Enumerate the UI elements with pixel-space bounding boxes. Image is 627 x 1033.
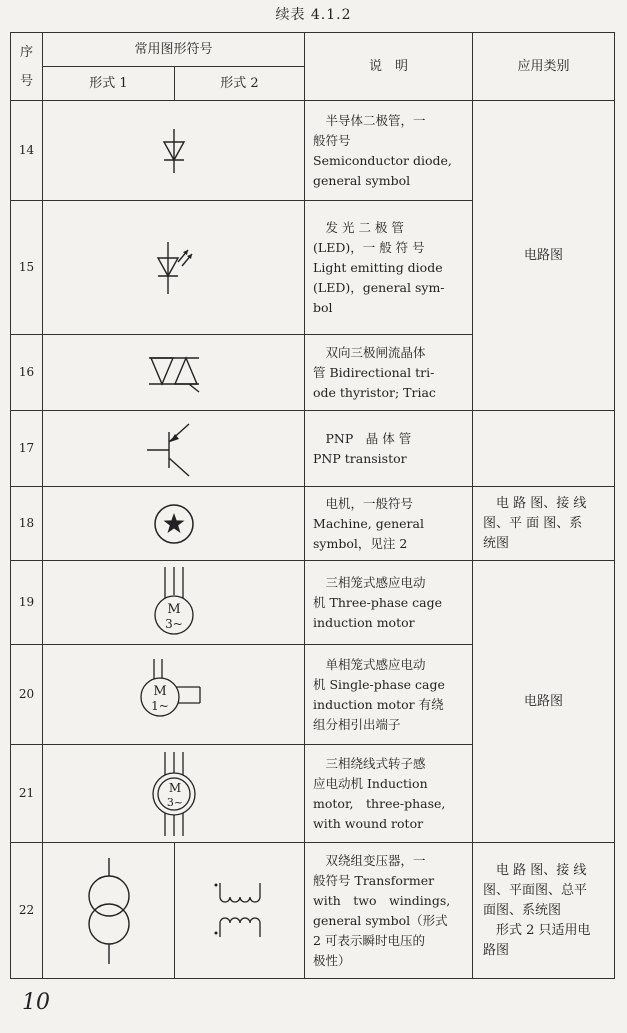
row-number: 22	[11, 843, 43, 979]
page-number: 10	[22, 990, 50, 1015]
svg-text:M: M	[166, 601, 181, 617]
svg-text:3~: 3~	[166, 795, 183, 809]
description-cell: 电机，一般符号 Machine, general symbol，见注 2	[305, 487, 473, 561]
symbol-cell	[43, 335, 305, 411]
description-cell: 双向三极闸流晶体 管 Bidirectional tri- ode thyristor; Triac	[305, 335, 473, 411]
row-number: 16	[11, 335, 43, 411]
row-number: 20	[11, 645, 43, 745]
application-cell: 电路图	[473, 101, 615, 411]
symbol-cell	[43, 411, 305, 487]
symbol-cell	[43, 101, 305, 201]
row-number: 17	[11, 411, 43, 487]
application-cell: 电 路 图、接 线 图、平面图、总平 面图、系统图 形式 2 只适用电 路图	[473, 843, 615, 979]
header-symbol-group: 常用图形符号	[43, 33, 305, 67]
three-phase-motor-icon	[144, 565, 204, 641]
triac-icon	[139, 350, 209, 396]
symbol-table	[10, 32, 615, 979]
row-number: 14	[11, 101, 43, 201]
symbol-cell	[43, 645, 305, 745]
application-cell-empty	[473, 411, 615, 487]
header-description: 说 明	[305, 33, 473, 101]
row-number: 19	[11, 561, 43, 645]
header-form1: 形式 1	[43, 67, 175, 101]
description-cell: 单相笼式感应电动 机 Single-phase cage induction motor 有绕 组分相引出端子	[305, 645, 473, 745]
svg-text:1~: 1~	[150, 698, 169, 713]
table-row	[11, 411, 615, 487]
table-row	[11, 487, 615, 561]
svg-text:3~: 3~	[164, 616, 183, 631]
application-cell: 电 路 图、接 线 图、平 面 图、系 统图	[473, 487, 615, 561]
header-application: 应用类别	[473, 33, 615, 101]
svg-text:M: M	[168, 780, 181, 795]
symbol-cell-form1	[43, 843, 175, 979]
header-seq: 序 号	[11, 33, 43, 101]
symbol-cell	[43, 201, 305, 335]
row-number: 18	[11, 487, 43, 561]
semiconductor-diode-icon	[144, 126, 204, 176]
description-cell: 双绕组变压器，一 般符号 Transformer with two windings, general symbol（形式 2 可表示瞬时电压的 极性）	[305, 843, 473, 979]
svg-text:M: M	[152, 683, 167, 699]
description-cell: PNP 晶 体 管 PNP transistor	[305, 411, 473, 487]
single-phase-motor-icon	[134, 657, 214, 733]
machine-star-icon	[149, 499, 199, 549]
led-icon	[144, 238, 204, 298]
description-cell: 三相绕线式转子感 应电动机 Induction motor, three-phase, with wound rotor	[305, 745, 473, 843]
pnp-transistor-icon	[139, 418, 209, 480]
table-row	[11, 843, 615, 979]
table-row	[11, 101, 615, 201]
symbol-cell	[43, 745, 305, 843]
row-number: 21	[11, 745, 43, 843]
transformer-coils-icon	[210, 871, 270, 951]
description-cell: 三相笼式感应电动 机 Three-phase cage induction motor	[305, 561, 473, 645]
transformer-two-windings-icon	[79, 856, 139, 966]
description-cell: 半导体二极管，一 般符号 Semiconductor diode, general symbol	[305, 101, 473, 201]
description-cell: 发 光 二 极 管 (LED)，一 般 符 号 Light emitting diode (LED)，general sym- bol	[305, 201, 473, 335]
symbol-cell	[43, 487, 305, 561]
header-form2: 形式 2	[175, 67, 305, 101]
table-caption: 续表 4.1.2	[275, 7, 352, 23]
symbol-cell	[43, 561, 305, 645]
row-number: 15	[11, 201, 43, 335]
table-row	[11, 561, 615, 645]
symbol-cell-form2	[175, 843, 305, 979]
wound-rotor-motor-icon	[144, 750, 204, 838]
application-cell: 电路图	[473, 561, 615, 843]
